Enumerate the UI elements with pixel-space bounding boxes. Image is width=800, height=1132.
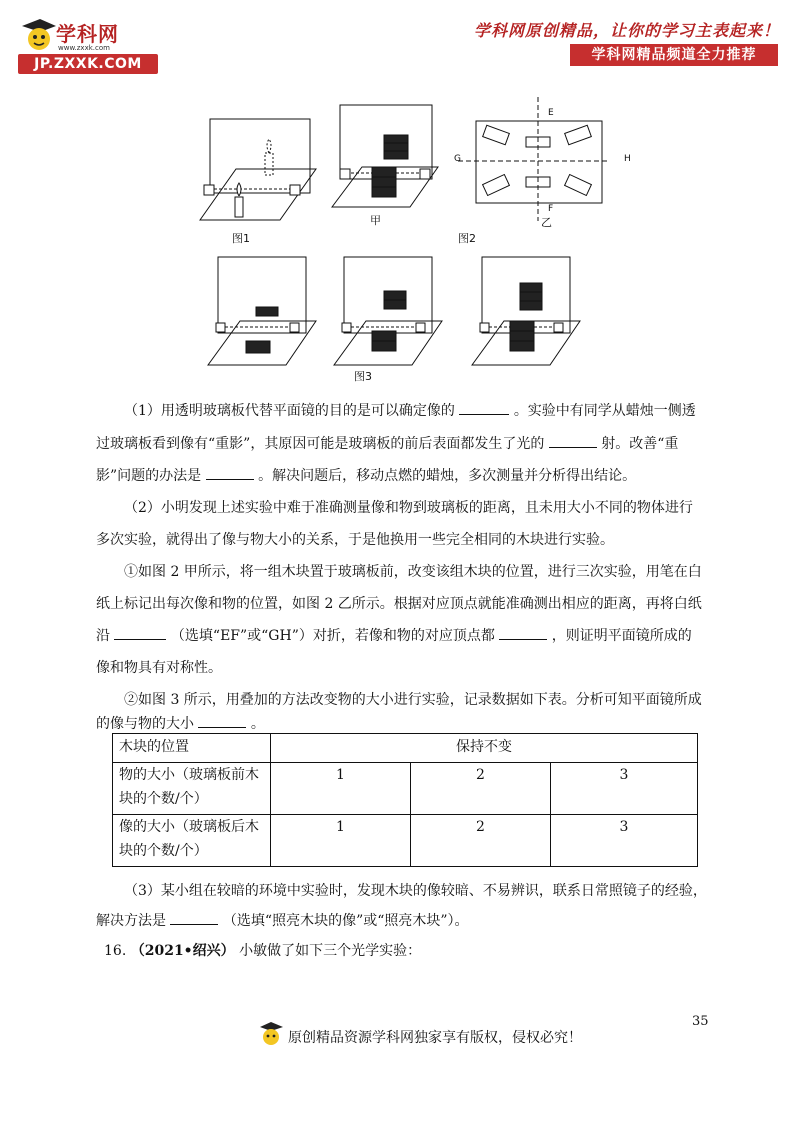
table-header-row (113, 734, 698, 763)
logo-small-url: www.zxxk.com (58, 44, 110, 52)
blank-input[interactable] (459, 400, 509, 415)
table-cell: 1 (271, 763, 411, 815)
blank-input[interactable] (206, 465, 254, 480)
table-header-value: 保持不变 (271, 734, 698, 763)
blank-input[interactable] (549, 433, 597, 448)
q16-text: 小敏做了如下三个光学实验： (239, 943, 422, 959)
fig2-yi-label: 乙 (541, 216, 552, 229)
mascot-icon (18, 16, 56, 54)
q1-line1: （1）用透明玻璃板代替平面镜的目的是可以确定像的 。实验中有同学从蜡烛一侧透 (124, 400, 696, 420)
q1-line3: 影”问题的办法是 。解决问题后，移动点燃的蜡烛，多次测量并分析得出结论。 (96, 465, 636, 485)
axis-g-label: G (454, 154, 461, 164)
table-row-label: 像的大小（玻璃板后木 块的个数/个） (113, 815, 271, 867)
data-table (112, 733, 698, 867)
site-logo[interactable] (18, 16, 163, 74)
q2b-line2: 的像与物的大小 。 (96, 713, 265, 733)
table-cell: 3 (551, 815, 698, 867)
page-number: 35 (692, 1014, 709, 1029)
q1-line2: 过玻璃板看到像有“重影”，其原因可能是玻璃板的前后表面都发生了光的 射。改善“重 (96, 433, 678, 453)
q16-number: 16. (104, 943, 127, 959)
fig1-caption: 图1 (232, 232, 250, 245)
q16-source: （2021•绍兴） (130, 943, 235, 959)
q2b-line1: ②如图 3 所示，用叠加的方法改变物的大小进行实验，记录数据如下表。分析可知平面镜所成 (124, 692, 702, 708)
experiment-figures (190, 95, 610, 385)
q2a-line1: ①如图 2 甲所示，将一组木块置于玻璃板前，改变该组木块的位置，进行三次实验，用笔在白 (124, 564, 702, 580)
axis-e-label: E (548, 108, 554, 118)
q2-line1: （2）小明发现上述实验中难于准确测量像和物到玻璃板的距离，且未用大小不同的物体进行 (124, 500, 693, 516)
channel-banner: 学科网精品频道全力推荐 (570, 44, 778, 66)
logo-url: JP.ZXXK.COM (18, 54, 158, 74)
q2a-line2: 纸上标记出每次像和物的位置，如图 2 乙所示。根据对应顶点就能准确测出相应的距离，再将白纸 (96, 596, 702, 612)
table-row (113, 815, 698, 867)
header-slogan: 学科网原创精品，让你的学习主表起来！ (473, 21, 780, 40)
fig2-jia-label: 甲 (370, 214, 381, 227)
axis-h-label: H (624, 154, 631, 164)
q2a-line3: 沿 （选填“EF”或“GH”）对折，若像和物的对应顶点都 ，则证明平面镜所成的 (96, 625, 692, 645)
axis-f-label: F (548, 204, 554, 214)
q2-line2: 多次实验，就得出了像与物大小的关系，于是他换用一些完全相同的木块进行实验。 (96, 532, 614, 548)
q16-line (104, 940, 421, 960)
blank-input[interactable] (170, 910, 218, 925)
logo-text: 学科网 (56, 22, 119, 46)
table-row-label: 物的大小（玻璃板前木 块的个数/个） (113, 763, 271, 815)
table-row (113, 763, 698, 815)
table-cell: 2 (411, 815, 551, 867)
q3-line2: 解决方法是 （选填“照亮木块的像”或“照亮木块”）。 (96, 910, 469, 930)
blank-input[interactable] (198, 713, 246, 728)
fig3-caption: 图3 (354, 370, 372, 383)
blank-input[interactable] (499, 625, 547, 640)
blank-input[interactable] (114, 625, 166, 640)
fig2-caption: 图2 (458, 232, 476, 245)
table-cell: 1 (271, 815, 411, 867)
table-cell: 3 (551, 763, 698, 815)
table-cell: 2 (411, 763, 551, 815)
footer-copyright: 原创精品资源学科网独家享有版权，侵权必究！ (288, 1030, 582, 1046)
table-header-label: 木块的位置 (113, 734, 271, 763)
q2a-line4: 像和物具有对称性。 (96, 660, 222, 676)
mascot-icon (258, 1020, 284, 1048)
q3-line1: （3）某小组在较暗的环境中实验时，发现木块的像较暗、不易辨识，联系日常照镜子的经验， (124, 883, 707, 899)
